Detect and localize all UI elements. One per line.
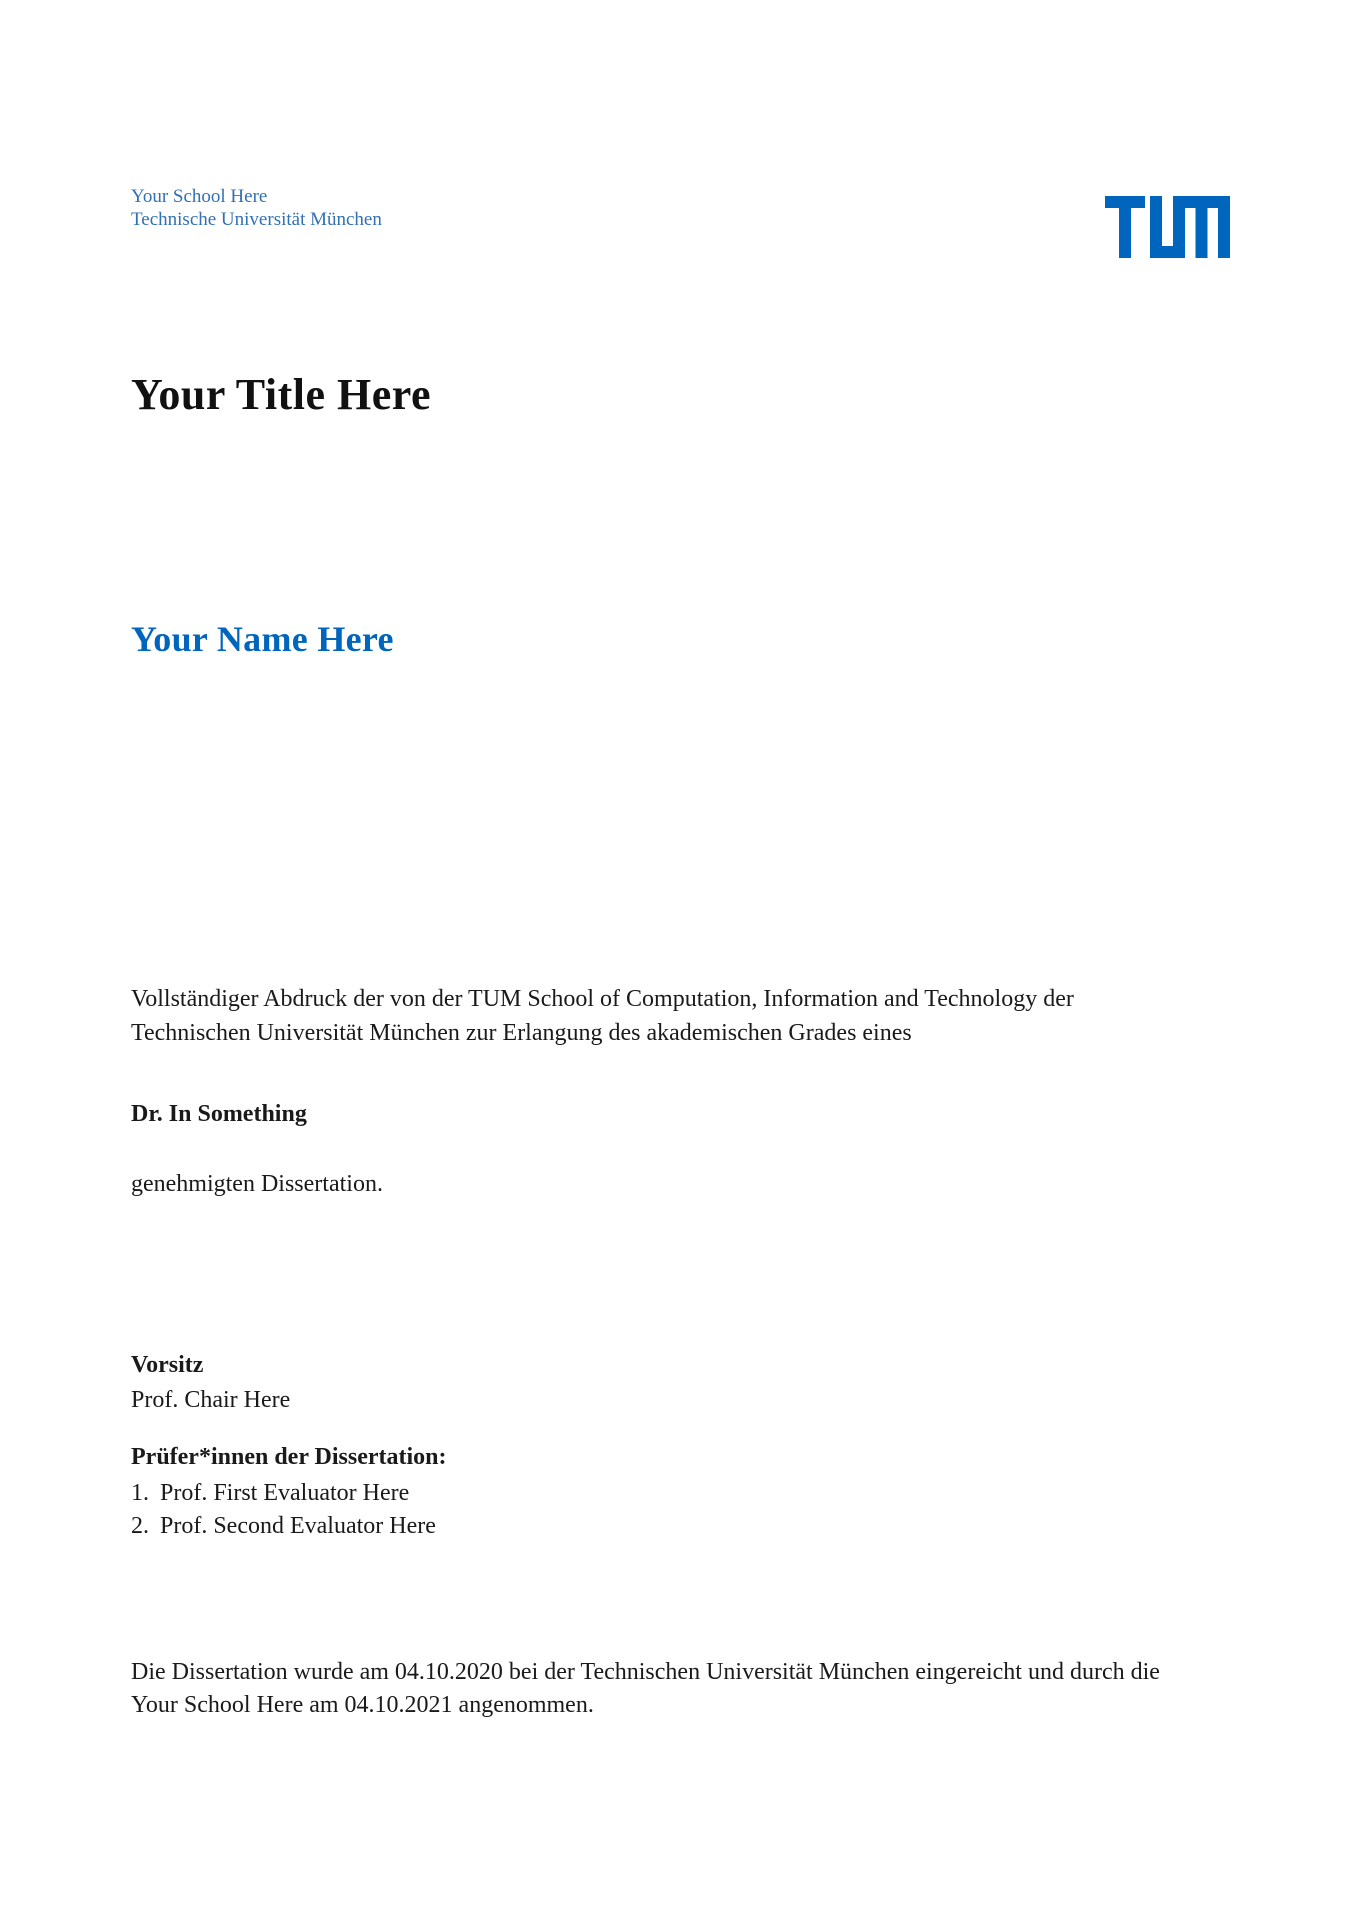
- examiners-list: [131, 1477, 436, 1543]
- intro-line-1: Vollständiger Abdruck der von der TUM School of Computation, Information and Technology der: [131, 986, 1074, 1012]
- submission-line-2: Your School Here am 04.10.2021 angenommen.: [131, 1692, 594, 1718]
- school-name: Your School Here: [131, 186, 268, 207]
- examiner-name: Prof. First Evaluator Here: [160, 1480, 410, 1506]
- examiner-number: 1.: [131, 1480, 149, 1506]
- intro-line-2: Technischen Universität München zur Erlangung des akademischen Grades eines: [131, 1020, 912, 1046]
- examiner-row-1: [131, 1477, 436, 1510]
- chair-name: Prof. Chair Here: [131, 1387, 291, 1413]
- university-name: Technische Universität München: [131, 208, 382, 230]
- intro-paragraph: [131, 982, 1074, 1050]
- author-name: Your Name Here: [131, 619, 394, 659]
- dissertation-title: Your Title Here: [131, 370, 432, 419]
- submission-line-1: Die Dissertation wurde am 04.10.2020 bei der Technischen Universität München eingereicht und durch die: [131, 1659, 1160, 1685]
- school-header: [131, 186, 382, 231]
- degree-name: Dr. In Something: [131, 1101, 307, 1127]
- chair-label: Vorsitz: [131, 1352, 204, 1378]
- examiner-number: 2.: [131, 1513, 149, 1539]
- approved-line: genehmigten Dissertation.: [131, 1171, 383, 1197]
- examiners-label: Prüfer*innen der Dissertation:: [131, 1444, 447, 1470]
- tum-logo-icon: [1105, 196, 1230, 258]
- submission-paragraph: [131, 1656, 1160, 1722]
- examiner-row-2: [131, 1510, 436, 1543]
- examiner-name: Prof. Second Evaluator Here: [160, 1513, 436, 1539]
